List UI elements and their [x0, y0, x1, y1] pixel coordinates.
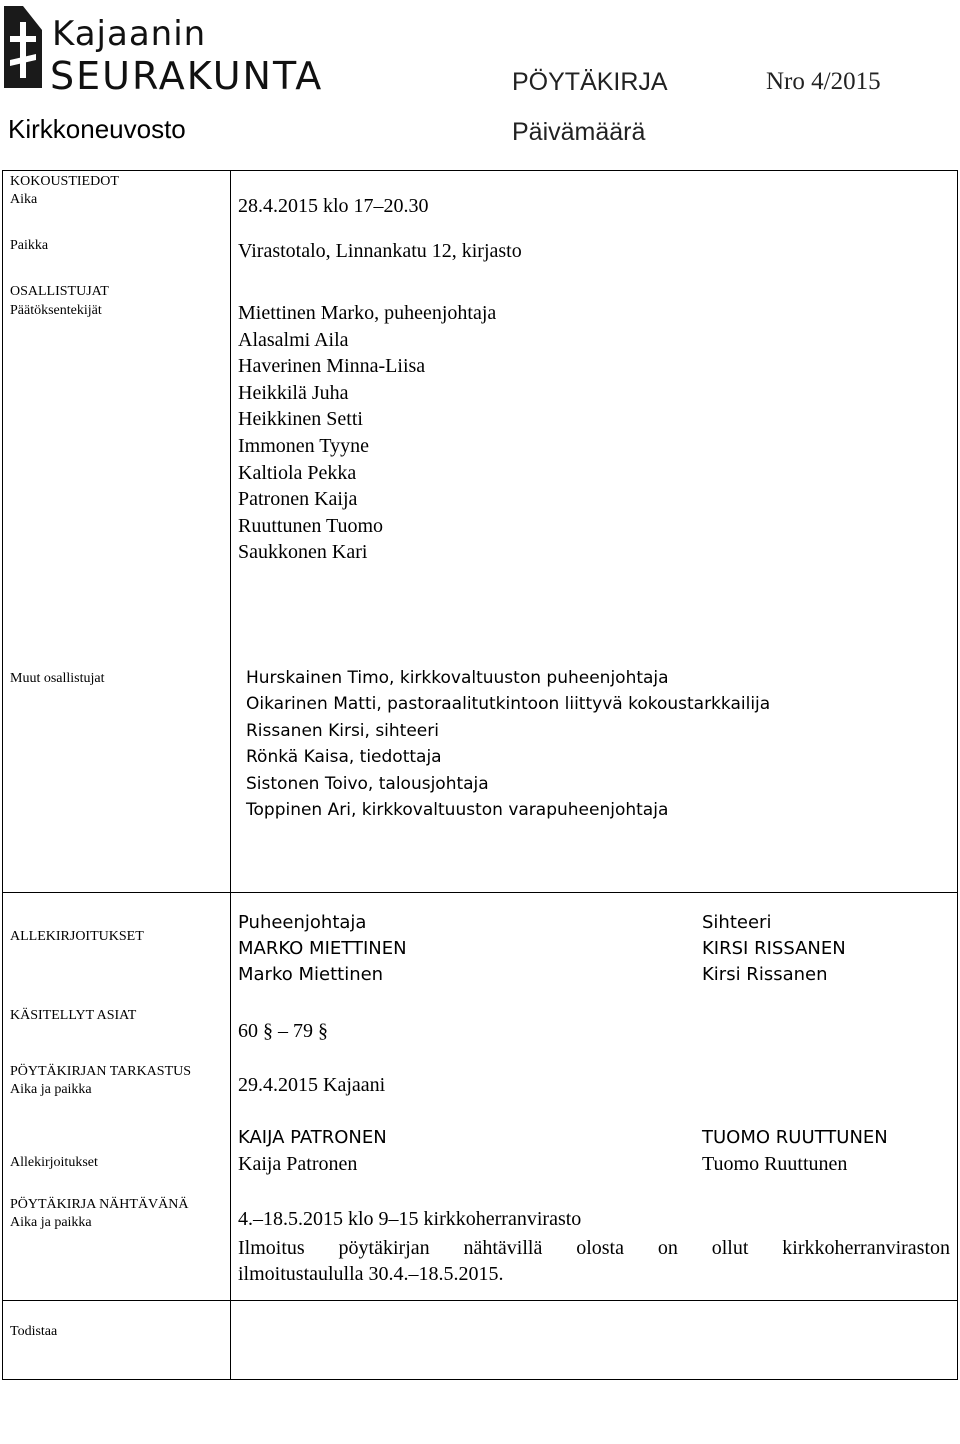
chair-name: Marko Miettinen [238, 964, 384, 985]
organ-name: Kirkkoneuvosto [8, 114, 186, 144]
review-value: 29.4.2015 Kajaani [238, 1074, 386, 1096]
time-value: 28.4.2015 klo 17–20.30 [238, 195, 429, 217]
place-label: Paikka [10, 238, 49, 253]
public-view-value: 4.–18.5.2015 klo 9–15 kirkkoherranvirasto [238, 1208, 582, 1230]
review-label: PÖYTÄKIRJAN TARKASTUS [10, 1064, 192, 1079]
list-item: Ruuttunen Tuomo [238, 514, 384, 537]
review-sublabel: Aika ja paikka [10, 1082, 92, 1097]
chair-role: Puheenjohtaja [238, 912, 367, 933]
reviewer2-name-caps: TUOMO RUUTTUNEN [702, 1127, 888, 1148]
reviewer1-name-caps: KAIJA PATRONEN [238, 1127, 387, 1148]
certify-label: Todistaa [10, 1324, 58, 1339]
section-divider-signatures [2, 892, 958, 893]
list-item: Oikarinen Matti, pastoraalitutkintoon liittyvä kokoustarkkailija [246, 694, 771, 715]
list-item: Heikkilä Juha [238, 381, 349, 404]
public-view-label: PÖYTÄKIRJA NÄHTÄVÄNÄ [10, 1197, 189, 1212]
public-notice [238, 1235, 950, 1287]
list-item: Rissanen Kirsi, sihteeri [246, 720, 439, 741]
handled-items-value: 60 § – 79 § [238, 1020, 328, 1042]
secretary-name-caps: KIRSI RISSANEN [702, 938, 846, 959]
list-item: Miettinen Marko, puheenjohtaja [238, 302, 497, 324]
date-label: Päivämäärä [512, 118, 646, 146]
decision-makers-list [238, 300, 496, 566]
organization-logo [0, 0, 324, 100]
public-notice-line1: Ilmoitus pöytäkirjan nähtävillä olosta on ollut kirkkoherranviraston [238, 1237, 950, 1259]
list-item: Saukkonen Kari [238, 541, 368, 564]
other-participants-list [246, 665, 770, 823]
reviewer2-name: Tuomo Ruuttunen [702, 1153, 848, 1175]
church-cross-icon [0, 0, 46, 92]
secretary-name: Kirsi Rissanen [702, 964, 828, 985]
list-item: Heikkinen Setti [238, 408, 363, 431]
signatures-label: ALLEKIRJOITUKSET [10, 929, 144, 944]
other-participants-label: Muut osallistujat [10, 671, 105, 686]
list-item: Rönkä Kaisa, tiedottaja [246, 747, 442, 768]
public-view-sublabel: Aika ja paikka [10, 1215, 92, 1230]
time-label: Aika [10, 192, 38, 207]
secretary-signature [702, 910, 846, 988]
logo-text-bottom: SEURAKUNTA [50, 54, 324, 98]
secretary-role: Sihteeri [702, 912, 772, 933]
list-item: Sistonen Toivo, talousjohtaja [246, 773, 489, 794]
list-item: Toppinen Ari, kirkkovaltuuston varapuheenjohtaja [246, 800, 669, 821]
list-item: Kaltiola Pekka [238, 461, 357, 484]
logo-text-top: Kajaanin [52, 14, 207, 54]
list-item: Haverinen Minna-Liisa [238, 355, 426, 378]
list-item: Hurskainen Timo, kirkkovaltuuston puheenjohtaja [246, 668, 669, 688]
reviewer-signatures-label: Allekirjoitukset [10, 1155, 98, 1170]
section-divider-certify [2, 1300, 958, 1301]
reviewer2-signature [702, 1125, 888, 1177]
list-item: Patronen Kaija [238, 488, 358, 511]
reviewer1-name: Kaija Patronen [238, 1153, 358, 1175]
chair-signature [238, 910, 407, 988]
decision-makers-label: Päätöksentekijät [10, 303, 102, 318]
document-number: Nro 4/2015 [766, 68, 881, 95]
document-type: PÖYTÄKIRJA [512, 68, 668, 96]
list-item: Immonen Tyyne [238, 434, 369, 457]
meeting-section-label: KOKOUSTIEDOT [10, 174, 119, 189]
column-divider [230, 170, 231, 1380]
handled-items-label: KÄSITELLYT ASIAT [10, 1008, 137, 1023]
chair-name-caps: MARKO MIETTINEN [238, 938, 407, 959]
public-notice-line2: ilmoitustaululla 30.4.–18.5.2015. [238, 1263, 504, 1285]
place-value: Virastotalo, Linnankatu 12, kirjasto [238, 240, 522, 262]
list-item: Alasalmi Aila [238, 328, 349, 351]
reviewer1-signature [238, 1125, 387, 1177]
participants-section-label: OSALLISTUJAT [10, 284, 109, 299]
